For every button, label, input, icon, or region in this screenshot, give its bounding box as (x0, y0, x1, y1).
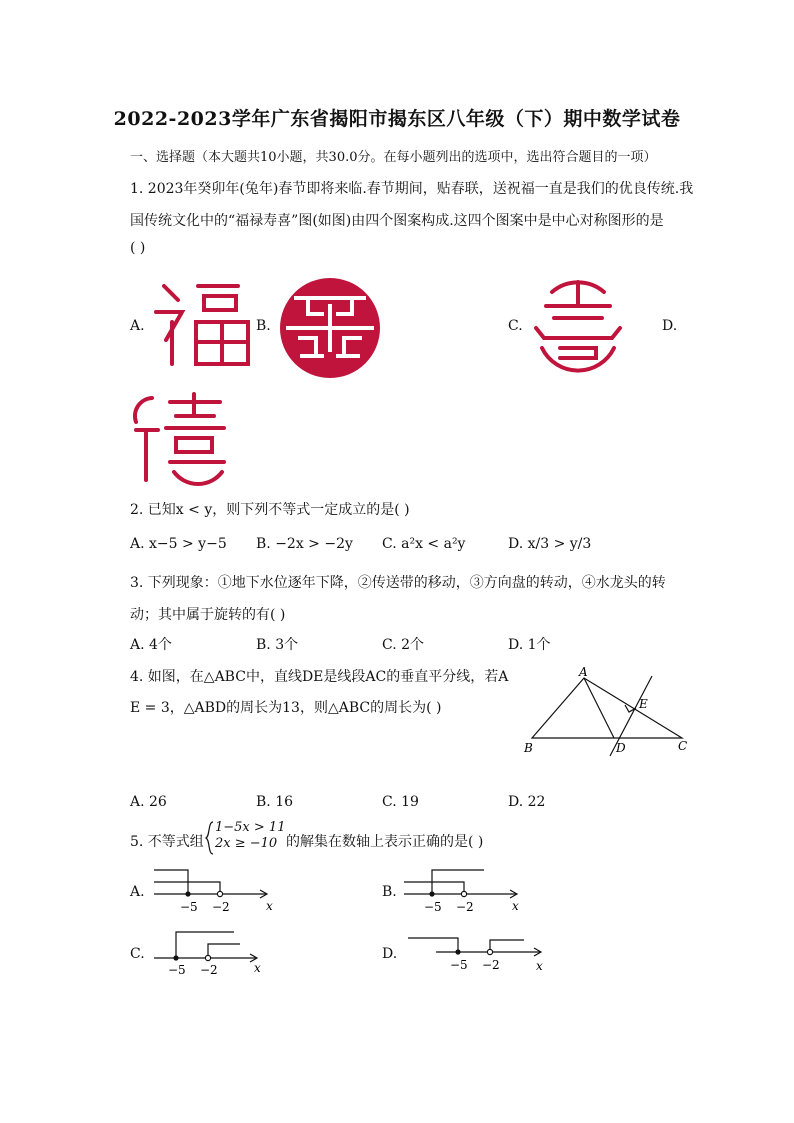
q2-option-c[interactable]: C. a²x < a²y (382, 536, 466, 552)
number-line-d (404, 926, 554, 978)
q1-line3: ( ) (130, 240, 146, 256)
tick-label-neg5: −5 (450, 958, 468, 972)
q4-line1: 4. 如图，在△ABC中，直线DE是线段AC的垂直平分线，若A (130, 669, 509, 685)
q1-line2: 国传统文化中的“福禄寿喜”图(如图)由四个图案构成.这四个图案中是中心对称图形的是 (130, 213, 664, 229)
vertex-b-label: B (524, 741, 533, 755)
tick-label-neg5: −5 (424, 900, 442, 914)
lu-character-icon (278, 276, 382, 380)
brace-icon (205, 821, 215, 855)
q5-tail: 的解集在数轴上表示正确的是( ) (286, 834, 484, 850)
q3-option-b[interactable]: B. 3个 (256, 637, 299, 653)
axis-variable-label: x (254, 961, 261, 975)
q4-line2: E = 3，△ABD的周长为13，则△ABC的周长为( ) (130, 700, 442, 716)
q1-option-d-label[interactable]: D. (662, 318, 678, 334)
number-line-c (150, 926, 280, 978)
q1-line1: 1. 2023年癸卯年(兔年)春节即将来临.春节期间，贴春联，送祝福一直是我们的优良传统.我 (130, 181, 694, 197)
q1-option-c-label[interactable]: C. (508, 318, 523, 334)
q5-option-b-label[interactable]: B. (382, 884, 397, 900)
q1-option-a-label[interactable]: A. (130, 318, 145, 334)
axis-variable-label: x (512, 899, 519, 913)
q2-stem: 2. 已知x < y，则下列不等式一定成立的是( ) (130, 502, 410, 518)
axis-variable-label: x (266, 899, 273, 913)
q5-option-c-label[interactable]: C. (130, 946, 145, 962)
q4-option-b[interactable]: B. 16 (256, 794, 294, 810)
number-line-b (400, 864, 530, 916)
q5-inequality-2: 2x ≥ −10 (215, 836, 278, 851)
q3-line1: 3. 下列现象：①地下水位逐年下降，②传送带的移动，③方向盘的转动，④水龙头的转 (130, 575, 666, 591)
q3-option-a[interactable]: A. 4个 (130, 637, 172, 653)
page-title: 2022-2023学年广东省揭阳市揭东区八年级（下）期中数学试卷 (113, 108, 681, 130)
tick-label-neg2: −2 (200, 963, 218, 977)
tick-label-neg5: −5 (180, 900, 198, 914)
q2-option-a[interactable]: A. x−5 > y−5 (130, 536, 227, 552)
shou-character-icon (530, 278, 626, 374)
q2-option-b[interactable]: B. −2x > −2y (256, 536, 353, 552)
vertex-a-label: A (579, 665, 588, 679)
q2-option-d[interactable]: D. x/3 > y/3 (508, 536, 592, 552)
q4-option-d[interactable]: D. 22 (508, 794, 546, 810)
section-heading: 一、选择题（本大题共10小题，共30.0分。在每小题列出的选项中，选出符合题目的一项） (130, 150, 657, 165)
q3-option-c[interactable]: C. 2个 (382, 637, 425, 653)
q5-option-d-label[interactable]: D. (382, 946, 398, 962)
tick-label-neg5: −5 (168, 963, 186, 977)
tick-label-neg2: −2 (482, 958, 500, 972)
point-d-label: D (616, 741, 626, 755)
tick-label-neg2: −2 (212, 900, 230, 914)
triangle-figure (518, 664, 698, 760)
axis-variable-label: x (536, 959, 543, 973)
q1-option-b-label[interactable]: B. (256, 318, 271, 334)
fu-character-icon (152, 278, 252, 370)
xi-character-icon (130, 392, 228, 486)
vertex-c-label: C (678, 739, 688, 753)
q3-option-d[interactable]: D. 1个 (508, 637, 551, 653)
tick-label-neg2: −2 (456, 900, 474, 914)
q4-option-c[interactable]: C. 19 (382, 794, 419, 810)
q4-option-a[interactable]: A. 26 (130, 794, 167, 810)
q5-inequality-1: 1−5x > 11 (215, 820, 286, 835)
point-e-label: E (639, 697, 648, 711)
number-line-a (150, 864, 280, 916)
q5-lead: 5. 不等式组 (130, 834, 204, 850)
q3-line2: 动；其中属于旋转的有( ) (130, 607, 286, 623)
q5-option-a-label[interactable]: A. (130, 884, 145, 900)
